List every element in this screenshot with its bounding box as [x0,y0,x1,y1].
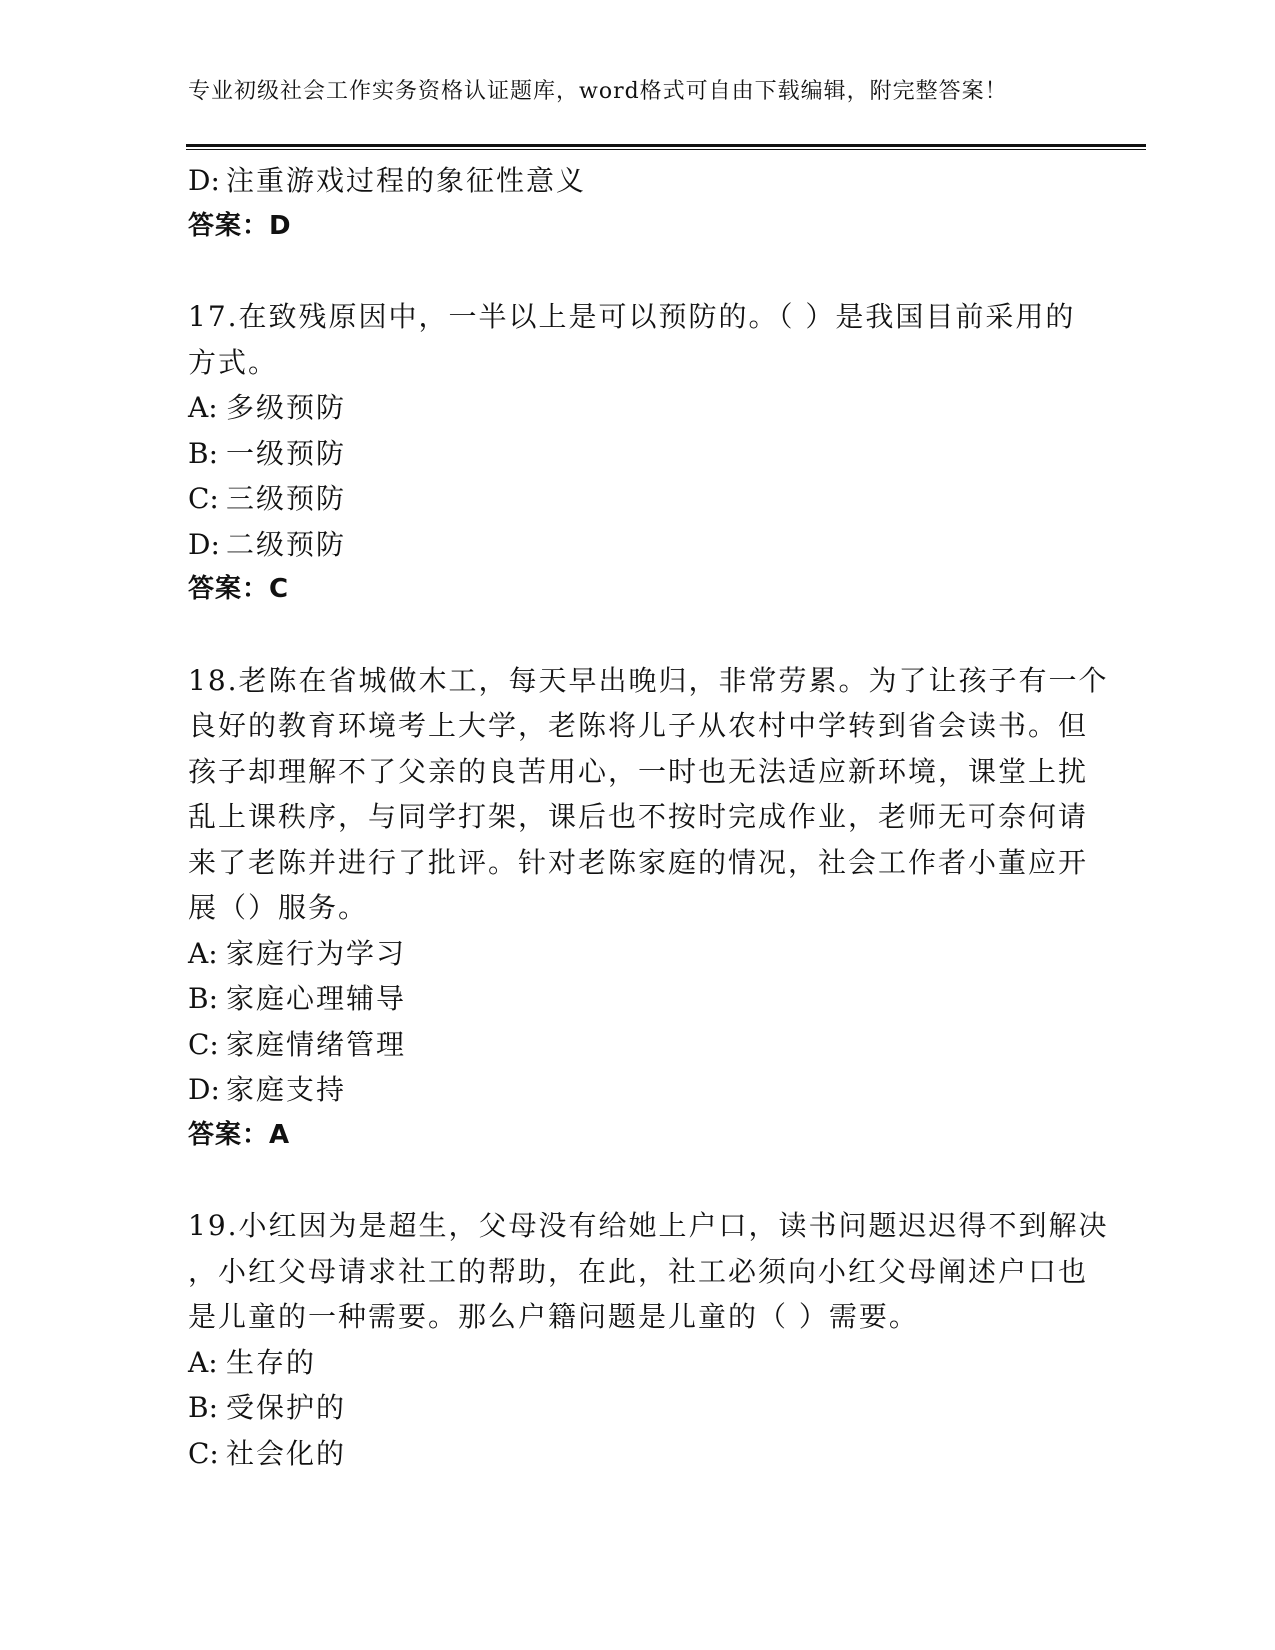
option-letter: D: [188,164,220,197]
question-17 [188,294,1088,613]
question-text-line: 乱上课秩序，与同学打架，课后也不按时完成作业，老师无可奈何请 [188,800,1089,833]
option-d [188,522,1088,568]
option-d [188,1067,1088,1113]
option-c [188,1431,1088,1477]
document-body [188,158,1109,1476]
option-letter: A: [188,391,218,424]
question-text-line: 17.在致残原因中，一半以上是可以预防的。（ ）是我国目前采用的 [188,300,1076,333]
question-19 [188,1203,1109,1476]
question-text-line: ，小红父母请求社工的帮助，在此，社工必须向小红父母阐述户口也 [188,1254,1089,1288]
option-letter: A: [188,1345,218,1379]
option-a [188,931,1088,977]
question-text-line: 方式。 [188,345,279,379]
option-b [188,976,1088,1022]
option-letter: B: [188,982,219,1015]
answer: 答案：A [188,1119,291,1150]
option-text: 二级预防 [226,527,347,561]
option-letter: A: [188,936,218,970]
option-letter: C: [188,1436,219,1470]
option-letter: D: [188,527,220,561]
page-header: 专业初级社会工作实务资格认证题库，word格式可自由下载编辑，附完整答案！ [188,79,1008,104]
option-text: 受保护的 [226,1391,347,1424]
option-text: 家庭支持 [226,1073,347,1106]
answer: 答案：C [188,574,290,604]
option-letter: B: [188,1391,219,1424]
option-c [188,476,1088,522]
question-text-line: 孩子却理解不了父亲的良苦用心，一时也无法适应新环境，课堂上扰 [188,754,1089,788]
option-b [188,1385,1088,1431]
option-letter: C: [188,1027,219,1061]
option-text: 社会化的 [226,1436,347,1470]
option-letter: B: [188,436,219,470]
header-rule [186,144,1146,147]
option-text: 家庭行为学习 [226,936,407,970]
question-text-line: 19.小红因为是超生，父母没有给她上户口，读书问题迟迟得不到解决 [188,1209,1109,1242]
question-text-line: 来了老陈并进行了批评。针对老陈家庭的情况，社会工作者小董应开 [188,845,1089,879]
option-text: 生存的 [226,1345,317,1379]
option-a [188,385,1088,431]
option-a [188,1340,1088,1386]
question-text-line: 是儿童的一种需要。那么户籍问题是儿童的（ ）需要。 [188,1300,919,1333]
option-text: 多级预防 [226,391,347,424]
question-text-line: 良好的教育环境考上大学，老陈将儿子从农村中学转到省会读书。但 [188,709,1089,742]
option-b [188,431,1088,477]
option-text: 注重游戏过程的象征性意义 [226,164,587,197]
option-letter: C: [188,482,219,515]
option-d [188,158,1088,204]
option-text: 家庭心理辅导 [226,982,407,1015]
option-c [188,1022,1088,1068]
option-letter: D: [188,1073,220,1106]
question-18 [188,658,1109,1159]
question-text-line: 展（）服务。 [188,891,369,924]
question-text-line: 18.老陈在省城做木工，每天早出晚归，非常劳累。为了让孩子有一个 [188,663,1109,697]
answer: 答案：D [188,210,292,241]
option-text: 一级预防 [226,436,347,470]
option-text: 三级预防 [226,482,347,515]
option-text: 家庭情绪管理 [226,1027,407,1061]
